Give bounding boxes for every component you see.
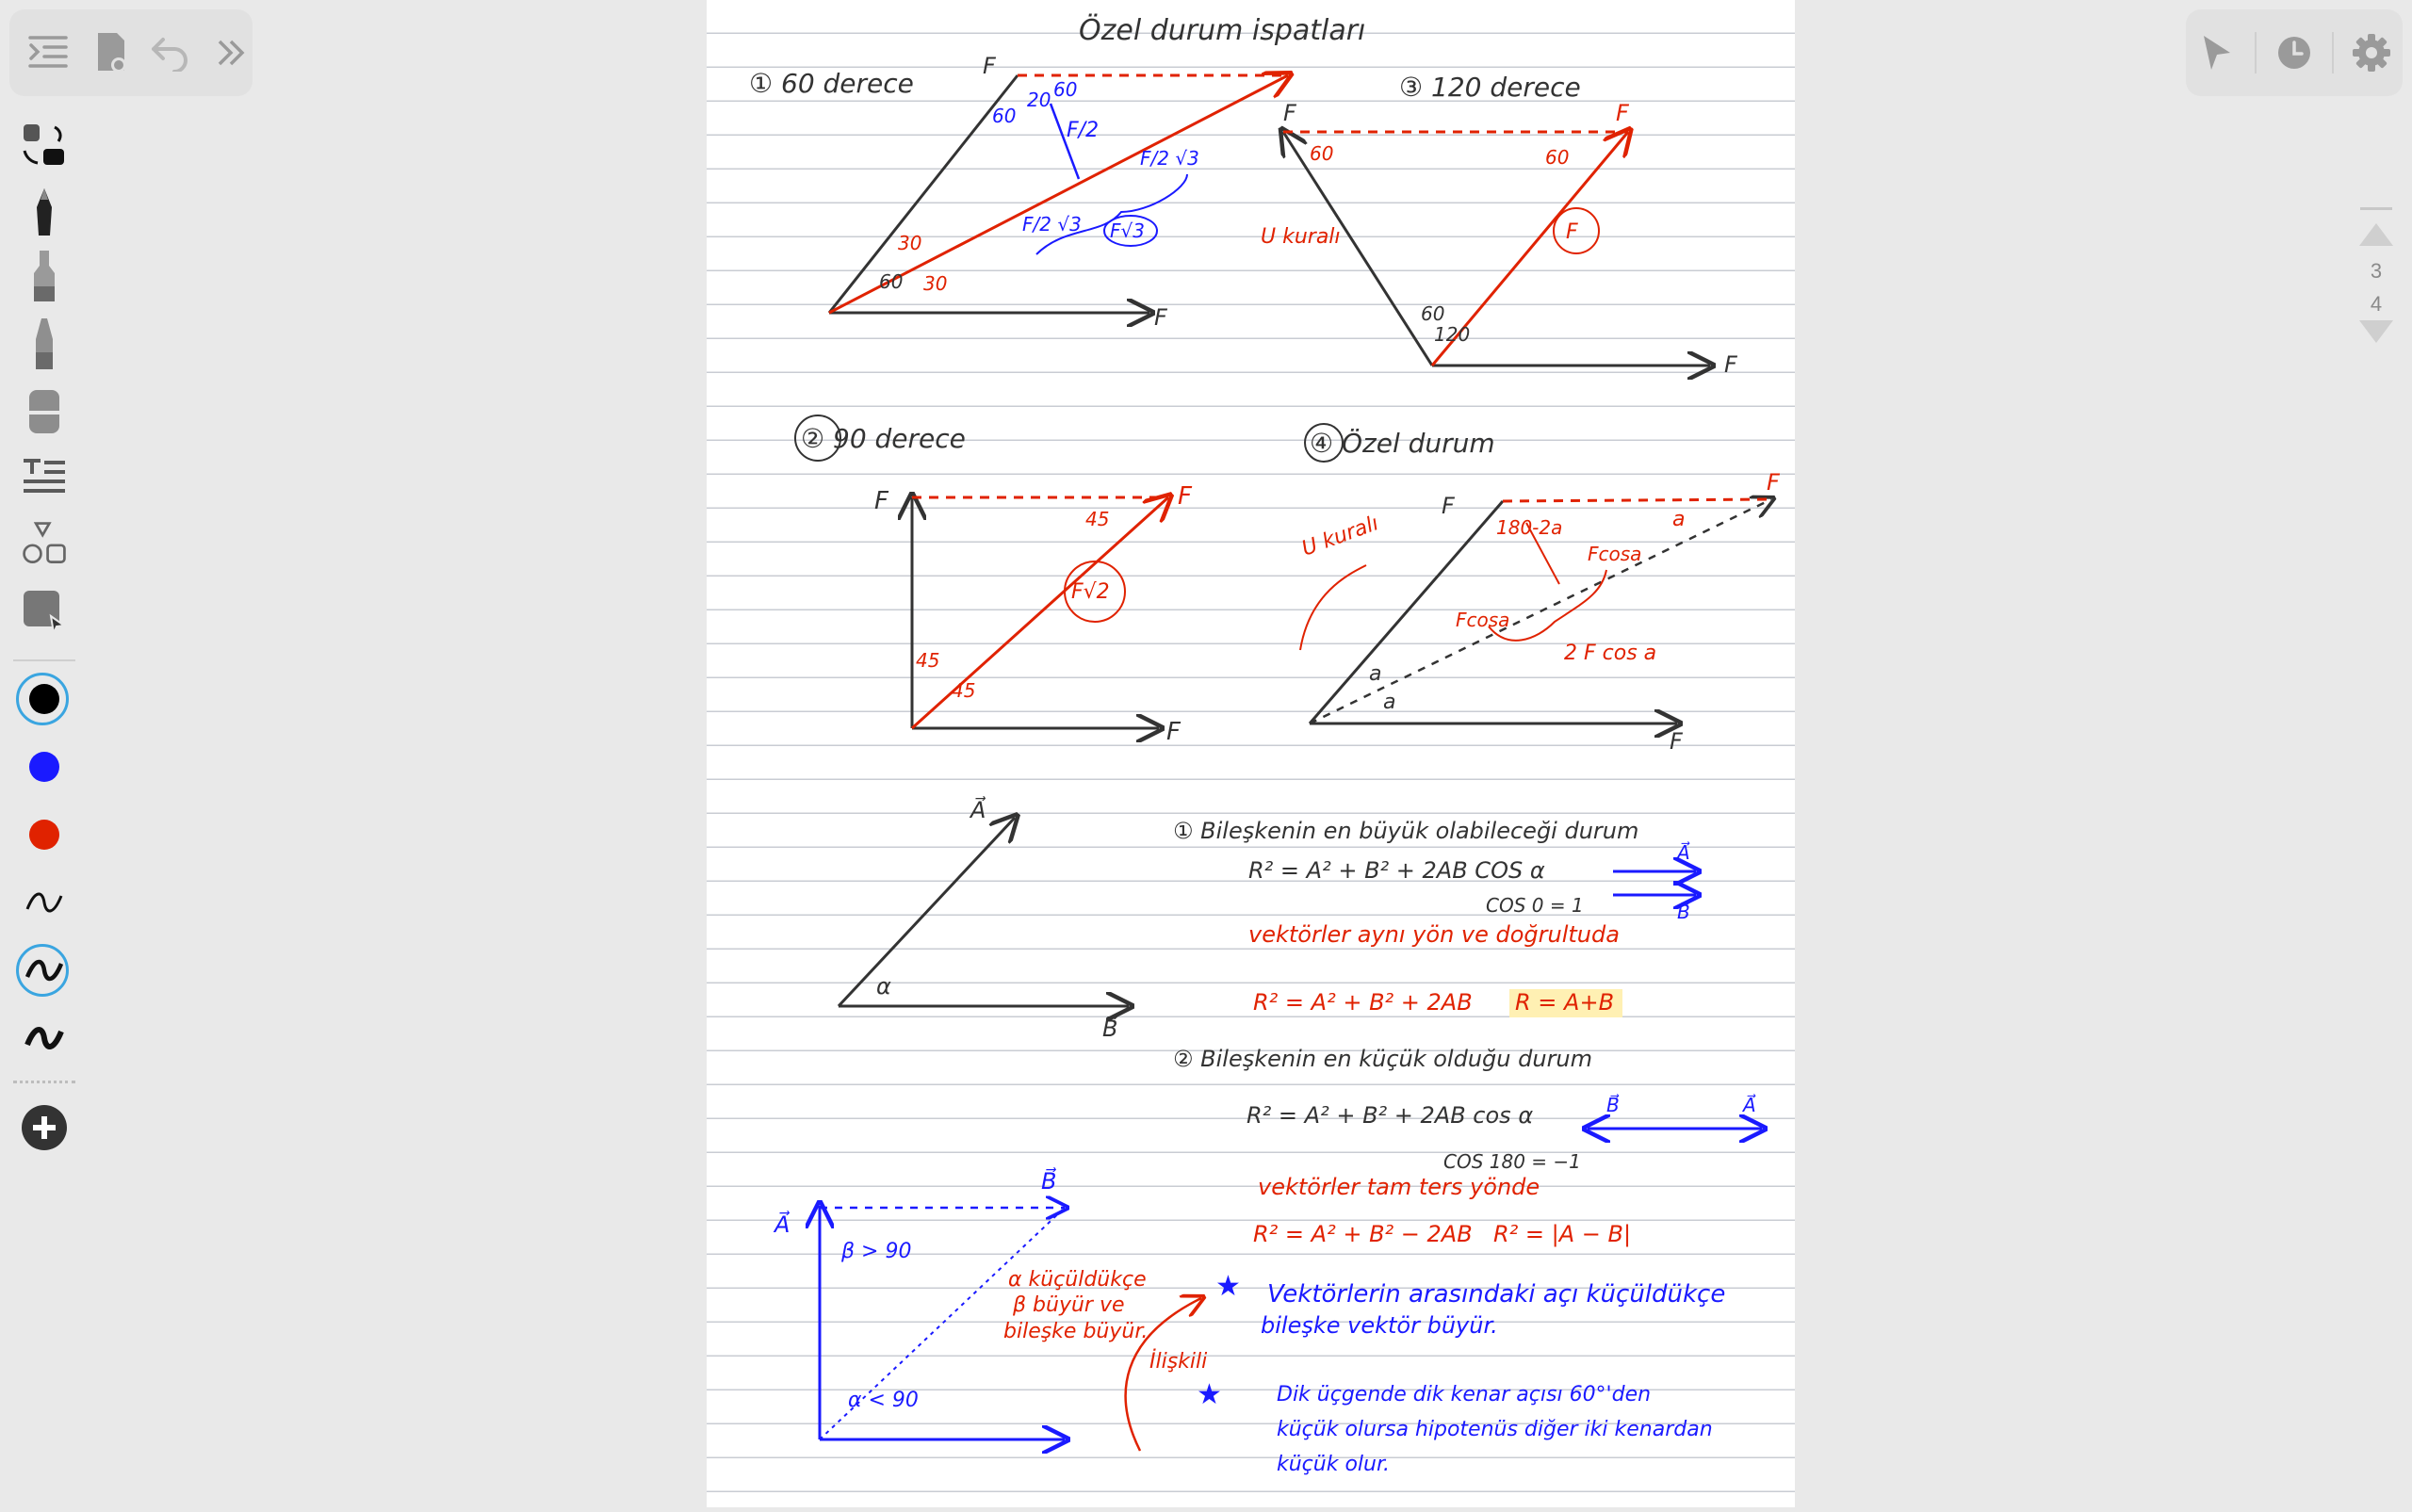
label-vector-b: B⃗ [1606, 1094, 1620, 1116]
beta-label: β > 90 [841, 1240, 912, 1263]
star-icon: ★ [1215, 1270, 1241, 1303]
max-cos-note: COS 0 = 1 [1486, 894, 1584, 917]
vector-a [839, 818, 1015, 1006]
color-black[interactable] [21, 675, 68, 723]
angle-label: 45 [1085, 508, 1110, 530]
angle-label: 60 [1310, 142, 1334, 165]
result-f-label: F [1566, 220, 1578, 244]
toolbar-divider [2255, 32, 2257, 73]
min-note: vektörler tam ters yönde [1258, 1174, 1540, 1200]
blue-note-line: küçük olursa hipotenüs diğer iki kenardan [1277, 1418, 1713, 1441]
fountain-pen-icon[interactable] [21, 188, 68, 236]
min-result: R² = |A − B| [1493, 1221, 1632, 1247]
settings-icon[interactable] [2348, 29, 2395, 76]
min-equation: R² = A² + B² + 2AB cos α [1247, 1102, 1534, 1129]
marker-icon[interactable] [21, 252, 68, 300]
angle-label: 60 [879, 270, 904, 293]
page-up-icon[interactable] [2357, 221, 2395, 252]
highlighter-icon[interactable] [21, 320, 68, 367]
f-cos-a-label: Fcosa [1456, 609, 1510, 631]
f-cos-a-label: Fcosa [1588, 543, 1642, 565]
half-f-root3-label: F/2 √3 [1140, 147, 1199, 170]
label-f: F [1283, 100, 1296, 126]
star-icon: ★ [1197, 1378, 1222, 1411]
outline-toggle-icon[interactable] [26, 29, 71, 76]
label-vector-a: A⃗ [1743, 1094, 1756, 1116]
related-label: İlişkili [1149, 1350, 1208, 1374]
label-f: F [1166, 718, 1181, 746]
angle-label: a [1383, 691, 1396, 714]
tool-sidebar [0, 106, 89, 1507]
angle-label: 20 [1027, 89, 1051, 111]
u-rule-label: U kuralı [1298, 512, 1382, 561]
label-f: F [983, 53, 996, 79]
min-cos-note: COS 180 = −1 [1443, 1150, 1581, 1173]
half-f-root3-label: F/2 √3 [1022, 213, 1082, 236]
angle-label: 45 [916, 649, 940, 672]
two-f-cos-a-label: 2 F cos a [1564, 642, 1657, 665]
label-vector-a: A⃗ [1677, 841, 1690, 864]
color-swatch [29, 752, 59, 782]
label-f: F [1154, 304, 1167, 331]
pointer-icon[interactable] [2193, 29, 2241, 76]
angle-label: 60 [1053, 78, 1078, 101]
angle-label: 60 [992, 105, 1017, 127]
color-blue[interactable] [21, 743, 68, 790]
label-vector-a: A⃗ [774, 1211, 790, 1238]
red-note-line: α küçüldükçe [1008, 1268, 1147, 1292]
label-f: F [1724, 351, 1737, 378]
angle-label: a [1672, 508, 1686, 531]
f-root2-label: F√2 [1071, 580, 1110, 604]
angle-label: 60 [1421, 302, 1445, 325]
f-root3-label: F√3 [1110, 219, 1145, 242]
add-tool-icon[interactable] [21, 1104, 68, 1151]
angle-label: 30 [898, 232, 922, 254]
u-rule-label: U kuralı [1261, 225, 1341, 249]
min-equation-2: R² = A² + B² − 2AB [1253, 1221, 1473, 1247]
section-120-label: ③ 120 derece [1399, 72, 1581, 103]
color-red[interactable] [21, 811, 68, 858]
red-note-line: β büyür ve [1013, 1293, 1125, 1317]
angle-label: 60 [1545, 146, 1570, 169]
red-note-line: bileşke büyür. [1003, 1320, 1149, 1343]
blue-note-line: Dik üçgende dik kenar açısı 60°'den [1277, 1383, 1652, 1406]
history-icon[interactable] [2271, 29, 2318, 76]
page-view-icon[interactable] [88, 29, 132, 76]
half-f-label: F/2 [1067, 119, 1100, 142]
stroke-thick-icon[interactable] [21, 1015, 68, 1062]
label-f: F [1442, 493, 1455, 519]
notebook-page[interactable] [707, 0, 1795, 1507]
toolbar-divider [2332, 32, 2334, 73]
shapes-icon[interactable] [21, 520, 68, 567]
curve-mark [1300, 565, 1366, 650]
page-down-icon[interactable] [2357, 318, 2395, 350]
sidebar-divider [13, 659, 75, 661]
label-vector-b: B⃗ [1041, 1168, 1057, 1195]
blue-note-line: Vektörlerin arasındaki açı küçüldükçe [1267, 1280, 1726, 1309]
max-case-title: ① Bileşkenin en büyük olabileceği durum [1173, 818, 1639, 844]
total-page-number: 4 [2370, 292, 2383, 316]
section-60-label: ① 60 derece [749, 68, 914, 99]
resultant-vector [912, 497, 1168, 728]
label-alpha: α [876, 973, 891, 1000]
page-title: Özel durum ispatları [1079, 14, 1366, 47]
top-left-toolbar [9, 9, 253, 96]
label-vector-b: B⃗ [1677, 901, 1690, 923]
min-case-title: ② Bileşkenin en küçük olduğu durum [1173, 1046, 1593, 1072]
stroke-medium-icon[interactable] [21, 947, 68, 994]
expand-icon[interactable] [209, 29, 253, 76]
alpha-label: α < 90 [848, 1389, 919, 1412]
max-equation: R² = A² + B² + 2AB COS α [1248, 857, 1545, 884]
eraser-icon[interactable] [21, 388, 68, 435]
label-f: F [874, 487, 888, 515]
blue-note-line: küçük olur. [1277, 1453, 1390, 1476]
blue-note-line: bileşke vektör büyür. [1261, 1312, 1498, 1339]
angle-label: 120 [1434, 323, 1471, 346]
top-right-toolbar [2186, 9, 2403, 96]
max-note: vektörler aynı yön ve doğrultuda [1248, 921, 1620, 948]
section-special-label: ④ Özel durum [1310, 428, 1495, 459]
vector-f-slanted [1283, 132, 1432, 366]
label-f: F [1767, 469, 1780, 496]
select-image-icon[interactable] [21, 588, 68, 635]
max-result: R = A+B [1515, 989, 1615, 1016]
max-equation-2: R² = A² + B² + 2AB [1253, 989, 1473, 1016]
label-f: F [1670, 728, 1683, 755]
label-f: F [1178, 482, 1192, 511]
color-swatch [29, 684, 59, 714]
text-icon[interactable] [21, 454, 68, 501]
undo-icon[interactable] [148, 29, 192, 76]
color-swatch [29, 820, 59, 850]
label-vector-a: A⃗ [970, 797, 986, 823]
nav-handle [2360, 207, 2392, 210]
angle-label: 180-2a [1496, 516, 1563, 539]
sidebar-divider [13, 1081, 75, 1083]
angle-label: a [1369, 662, 1382, 686]
angle-label: 45 [952, 679, 976, 702]
page-navigator [2352, 207, 2401, 367]
handwritten-notes [707, 0, 1795, 1507]
dashed-parallel [1503, 499, 1771, 501]
lasso-icon[interactable] [21, 122, 68, 170]
stroke-thin-icon[interactable] [21, 879, 68, 926]
label-f: F [1616, 100, 1629, 126]
label-vector-b: B⃗ [1102, 1016, 1118, 1042]
current-page-number: 3 [2370, 259, 2383, 283]
section-90-label: ② 90 derece [801, 423, 966, 454]
angle-label: 30 [923, 272, 948, 295]
